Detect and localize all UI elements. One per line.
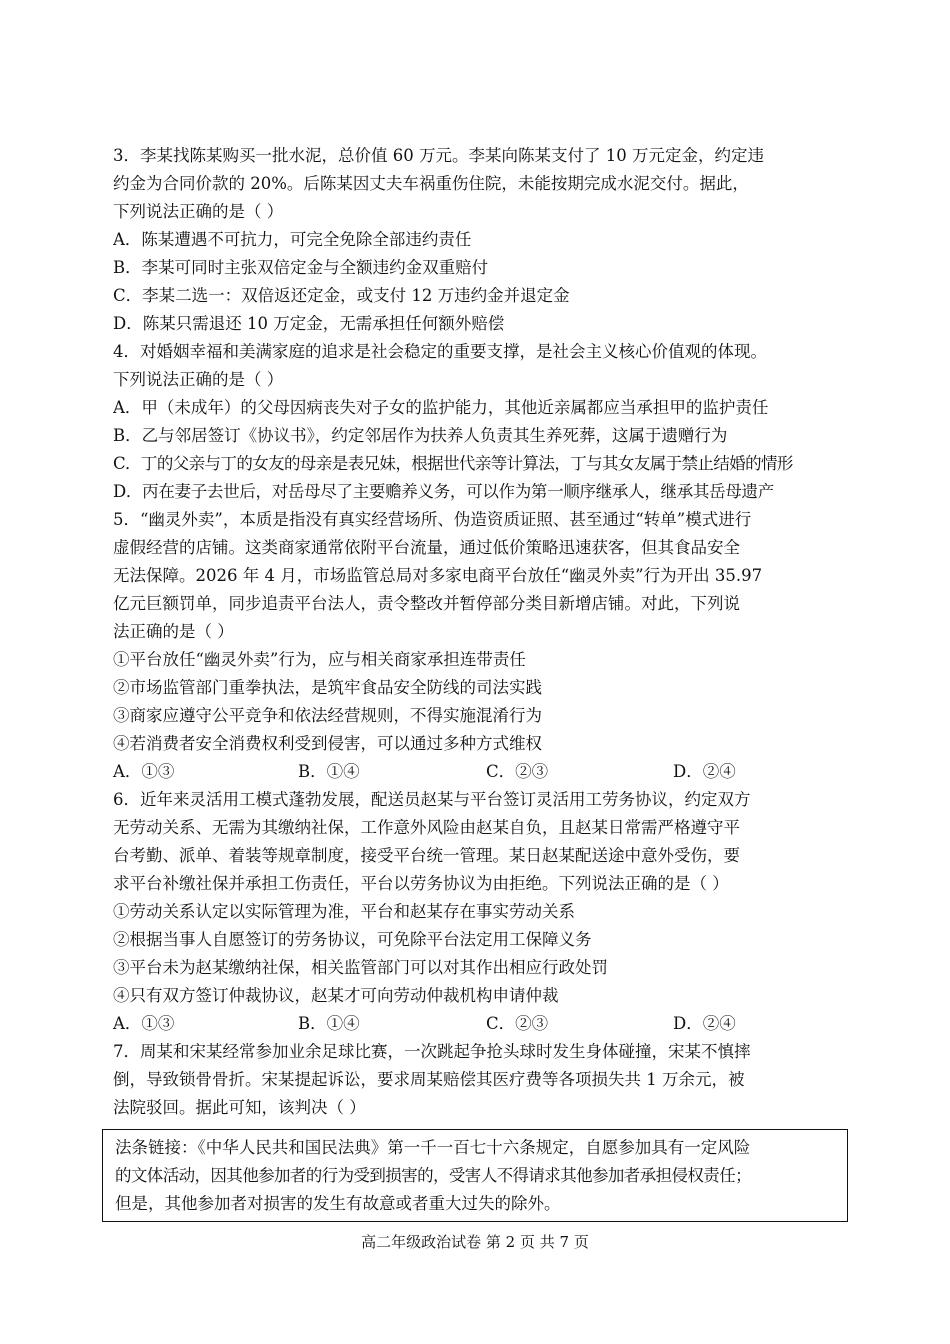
question-7-line: 法院驳回。据此可知，该判决（ ）: [113, 1098, 366, 1117]
question-3: [113, 142, 840, 338]
question-3-option-d: D．陈某只需退还 10 万定金，无需承担任何额外赔偿: [113, 314, 505, 333]
question-5-line: 法正确的是（ ）: [113, 622, 234, 641]
question-4-option-a: A．甲（未成年）的父母因病丧失对子女的监护能力，其他近亲属都应当承担甲的监护责任: [113, 398, 769, 417]
question-5-option-d: D．②④: [673, 762, 736, 781]
law-link-line: 但是，其他参加者对损害的发生有故意或者重大过失的除外。: [115, 1194, 561, 1213]
page-footer: 高二年级政治试卷 第 2 页 共 7 页: [361, 1233, 589, 1251]
question-5-statement-4: ④若消费者安全消费权利受到侵害，可以通过多种方式维权: [113, 734, 542, 753]
question-4-line: 4．对婚姻幸福和美满家庭的追求是社会稳定的重要支撑，是社会主义核心价值观的体现。: [113, 342, 767, 361]
question-6-statement-1: ①劳动关系认定以实际管理为准，平台和赵某存在事实劳动关系: [113, 902, 575, 921]
question-5-line: 无法保障。2026 年 4 月，市场监管总局对多家电商平台放任“幽灵外卖”行为开出 35.97: [113, 566, 763, 585]
question-5-option-b: B．①④: [298, 762, 360, 781]
question-3-option-a: A．陈某遭遇不可抗力，可完全免除全部违约责任: [113, 230, 472, 249]
question-6-option-a: A．①③: [113, 1014, 175, 1033]
question-3-option-c: C．李某二选一：双倍返还定金，或支付 12 万违约金并退定金: [113, 286, 570, 305]
question-3-option-b: B．李某可同时主张双倍定金与全额违约金双重赔付: [113, 258, 489, 277]
question-4: [113, 338, 840, 506]
question-6-statement-3: ③平台未为赵某缴纳社保，相关监管部门可以对其作出相应行政处罚: [113, 958, 608, 977]
question-5-option-c: C．②③: [486, 762, 549, 781]
question-6-option-b: B．①④: [298, 1014, 360, 1033]
question-5-statement-1: ①平台放任“幽灵外卖”行为，应与相关商家承担连带责任: [113, 650, 526, 669]
law-link-line: 的文体活动，因其他参加者的行为受到损害的，受害人不得请求其他参加者承担侵权责任；: [115, 1166, 752, 1185]
question-5: [113, 506, 840, 786]
question-4-line: 下列说法正确的是（ ）: [113, 370, 284, 389]
question-5-statement-3: ③商家应遵守公平竞争和依法经营规则，不得实施混淆行为: [113, 706, 542, 725]
question-6-options: [113, 1010, 840, 1038]
question-6-line: 求平台补缴社保并承担工伤责任，平台以劳务协议为由拒绝。下列说法正确的是（ ）: [113, 874, 729, 893]
law-link-line: 法条链接：《中华人民共和国民法典》第一千一百七十六条规定，自愿参加具有一定风险: [115, 1138, 751, 1157]
question-6: [113, 786, 840, 1038]
question-4-option-c: C．丁的父亲与丁的女友的母亲是表兄妹，根据世代亲等计算法，丁与其女友属于禁止结婚的情形: [113, 454, 793, 473]
question-3-line: 3．李某找陈某购买一批水泥，总价值 60 万元。李某向陈某支付了 10 万元定金，约定违: [113, 146, 764, 165]
question-3-line: 约金为合同价款的 20%。后陈某因丈夫车祸重伤住院，未能按期完成水泥交付。据此，: [113, 174, 749, 193]
question-5-option-a: A．①③: [113, 762, 175, 781]
question-4-option-d: D．丙在妻子去世后，对岳母尽了主要赡养义务，可以作为第一顺序继承人，继承其岳母遗产: [113, 482, 774, 501]
question-6-line: 无劳动关系、无需为其缴纳社保，工作意外风险由赵某自负，且赵某日常需严格遵守平: [113, 818, 740, 837]
question-5-line: 虚假经营的店铺。这类商家通常依附平台流量，通过低价策略迅速获客，但其食品安全: [113, 538, 740, 557]
question-6-line: 6．近年来灵活用工模式蓬勃发展，配送员赵某与平台签订灵活用工劳务协议，约定双方: [113, 790, 751, 809]
question-5-line: 亿元巨额罚单，同步追责平台法人，责令整改并暂停部分类目新增店铺。对此，下列说: [113, 594, 740, 613]
question-7-line: 7．周某和宋某经常参加业余足球比赛，一次跳起争抢头球时发生身体碰撞，宋某不慎摔: [113, 1042, 751, 1061]
question-5-statement-2: ②市场监管部门重拳执法，是筑牢食品安全防线的司法实践: [113, 678, 542, 697]
question-5-options: [113, 758, 840, 786]
question-7-line: 倒，导致锁骨骨折。宋某提起诉讼，要求周某赔偿其医疗费等各项损失共 1 万余元，被: [113, 1070, 745, 1089]
question-7: [113, 1038, 840, 1122]
question-6-statement-4: ④只有双方签订仲裁协议，赵某才可向劳动仲裁机构申请仲裁: [113, 986, 559, 1005]
question-6-statement-2: ②根据当事人自愿签订的劳务协议，可免除平台法定用工保障义务: [113, 930, 592, 949]
question-5-line: 5．“幽灵外卖”，本质是指没有真实经营场所、伪造资质证照、甚至通过“转单”模式进行: [113, 510, 752, 529]
question-6-line: 台考勤、派单、着装等规章制度，接受平台统一管理。某日赵某配送途中意外受伤，要: [113, 846, 740, 865]
question-3-line: 下列说法正确的是（ ）: [113, 202, 284, 221]
law-link-box: [102, 1129, 848, 1222]
question-6-option-c: C．②③: [486, 1014, 549, 1033]
question-6-option-d: D．②④: [673, 1014, 736, 1033]
question-list: [113, 142, 840, 1122]
question-4-option-b: B．乙与邻居签订《协议书》，约定邻居作为扶养人负责其生养死葬，这属于遗赠行为: [113, 426, 728, 445]
